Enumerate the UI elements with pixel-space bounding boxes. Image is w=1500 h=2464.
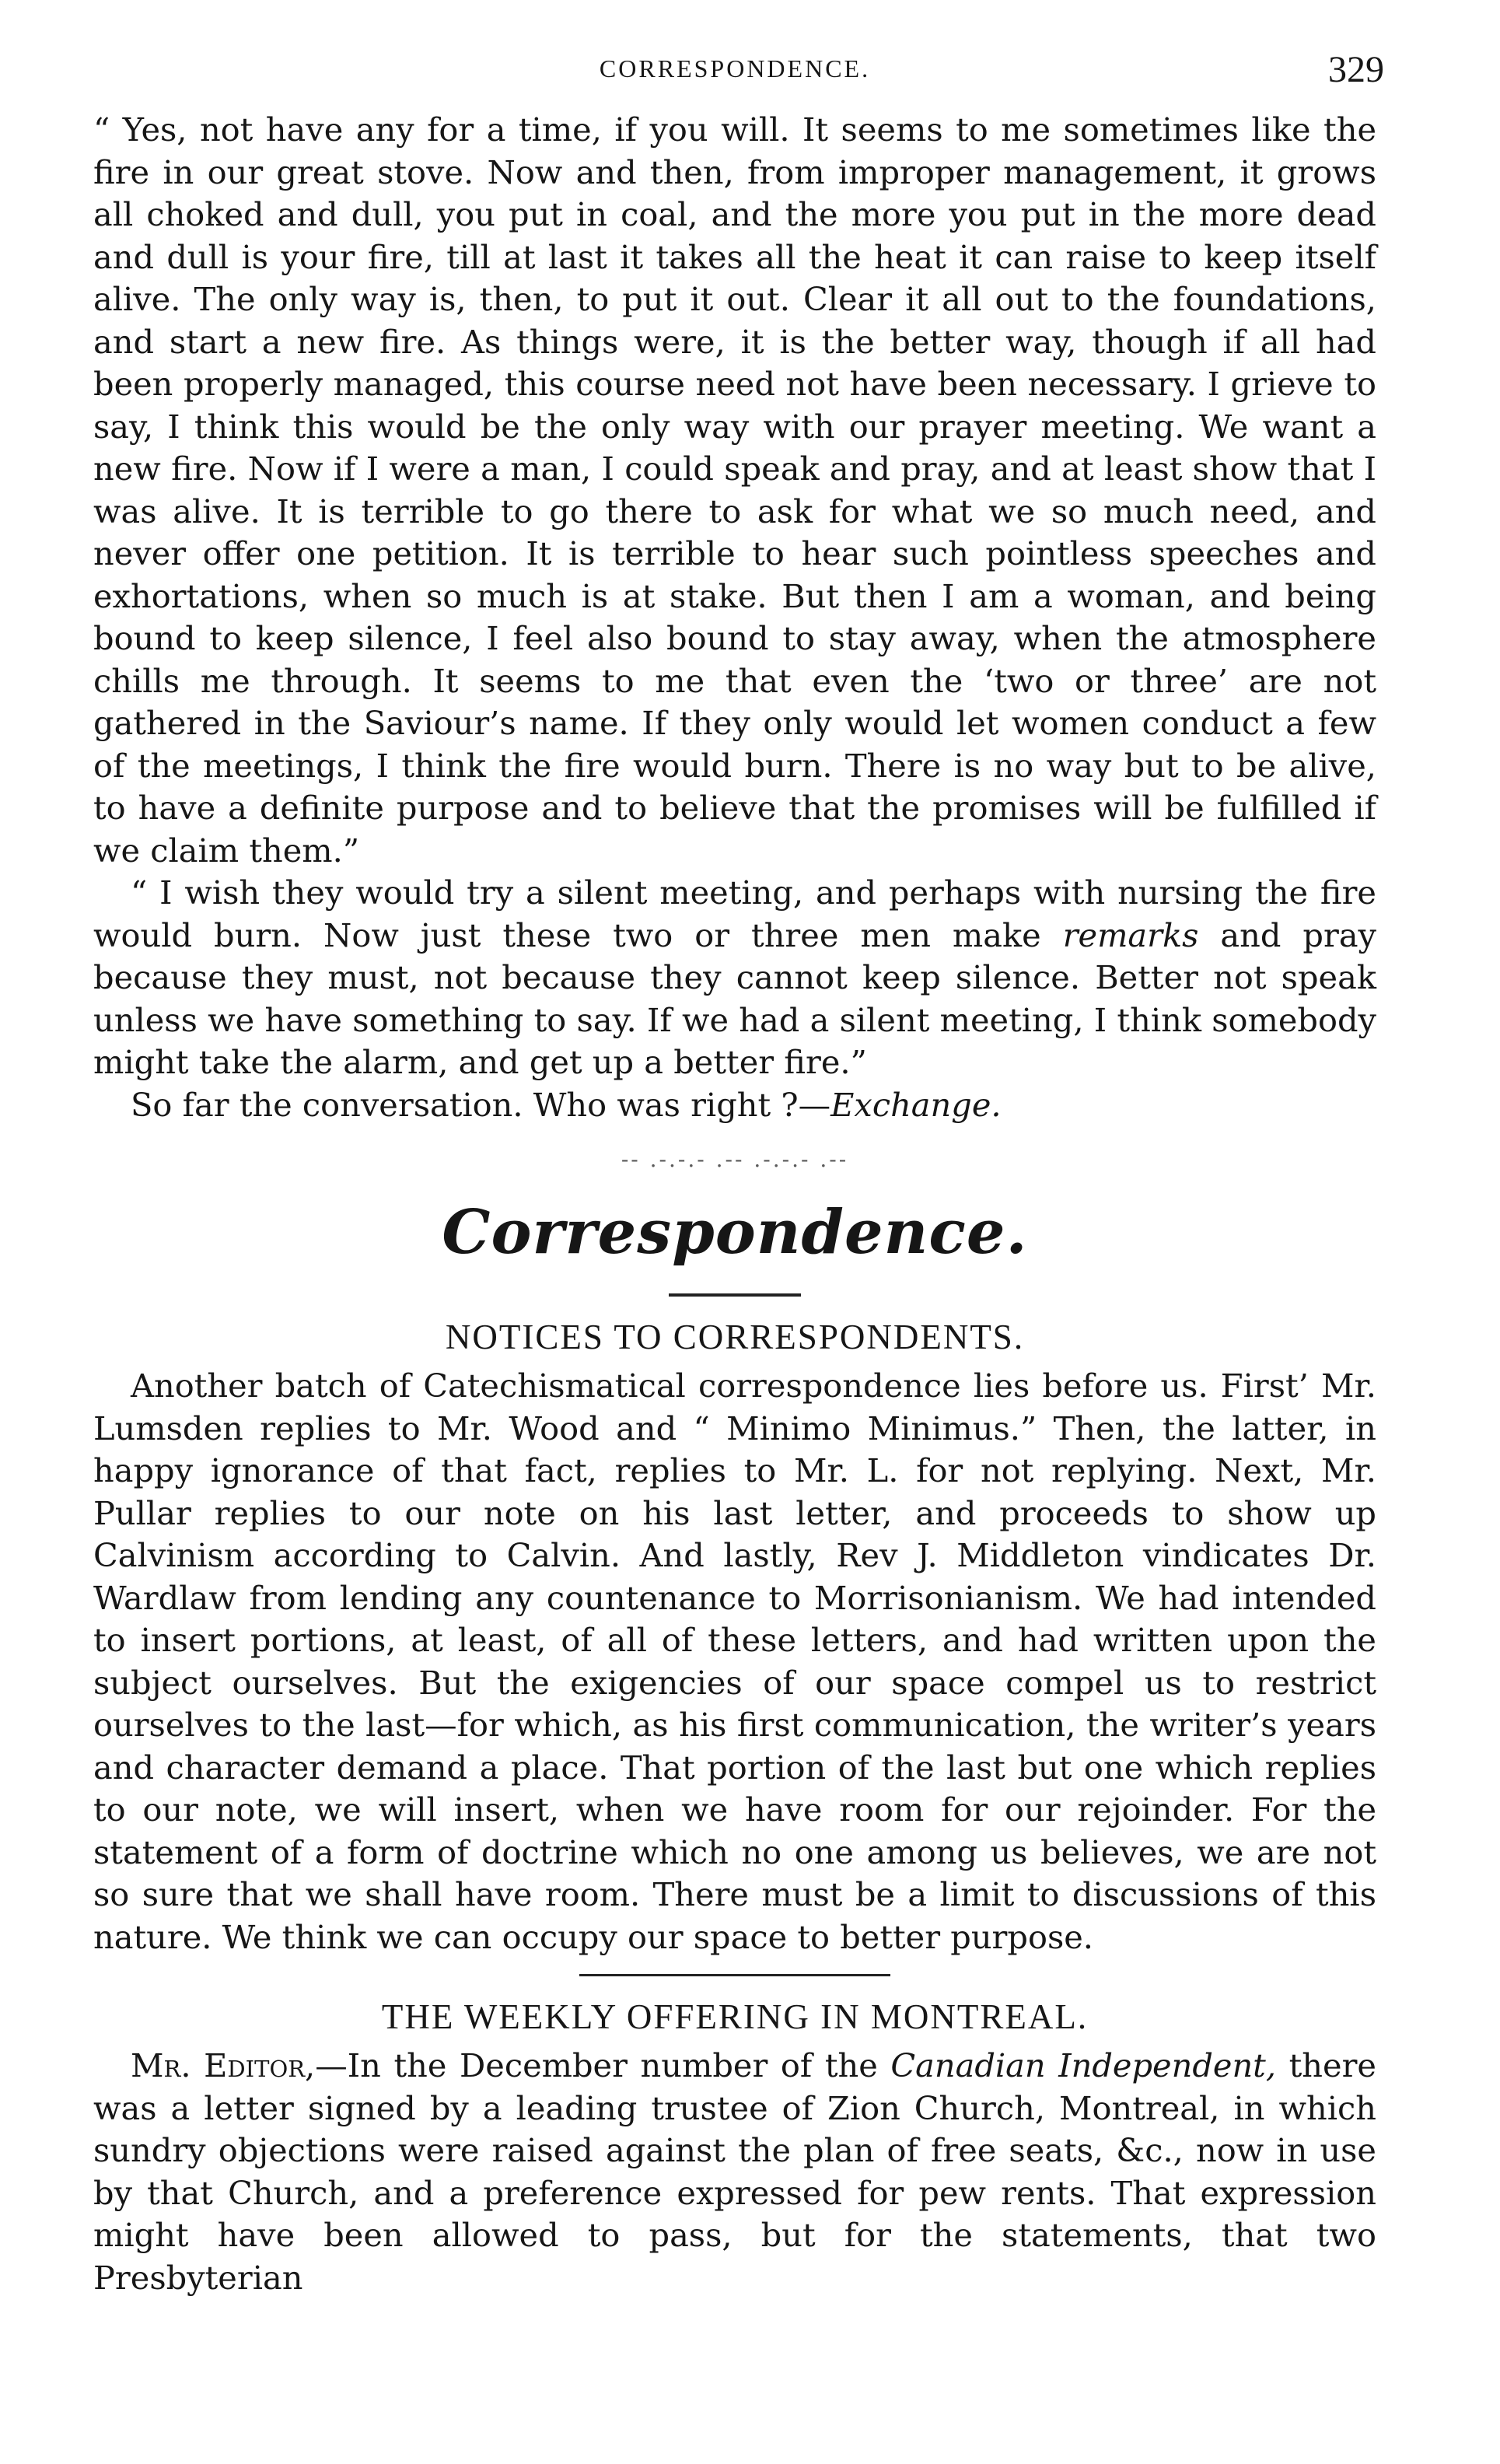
article-paragraph-2-emphasis: remarks [1062,915,1199,954]
article-paragraph-3-text: So far the conversation. Who was right ?— [131,1085,831,1124]
weekly-offering-text-a: —In the December number of the [315,2046,891,2084]
article-paragraph-1: “ Yes, not have any for a time, if you will. It seems to me sometimes like the fire in our great stove. Now and then, from improper management, it grows all choked and dull, you put in coal, and the more you put in the more dead and dull is your fire, till at last it takes all the heat it can raise to keep itself alive. The only way is, then, to put it out. Clear it all out to the foundations, and start a new fire. As things were, it is the better way, though if all had been properly managed, this course need not have been necessary. I grieve to say, I think this would be the only way with our prayer meeting. We want a new fire. Now if I were a man, I could speak and pray, and at least show that I was alive. It is terrible to go there to ask for what we so much need, and never offer one petition. It is terrible to hear such pointless speeches and exhortations, when so much is at stake. But then I am a woman, and being bound to keep silence, I feel also bound to stay away, when the atmosphere chills me through. It seems to me that even the ‘two or three’ are not gathered in the Saviour’s name. If they only would let women conduct a few of the meetings, I think the fire would burn. There is no way but to be alive, to have a definite purpose and to believe that the promises will be fulfilled if we claim them.” [93,110,1376,870]
salutation: Mr. Editor, [131,2046,316,2084]
publication-name: Canadian Independent, [890,2046,1277,2084]
article-paragraph-2-text-a: “ I wish they would try a silent meeting, and perhaps with nursing the fire would burn. Now just these two or three men make [93,873,1376,954]
notices-rule [579,1974,890,1976]
notices-body: Another batch of Catechismatical correspondence lies before us. First’ Mr. Lumsden replies to Mr. Wood and “ Minimo Minimus.” Then, the latter, in happy ignorance of that fact, replies to Mr. L. for not replying. Next, Mr. Pullar replies to our note on his last letter, and proceeds to show up Calvinism according to Calvin. And lastly, Rev J. Middleton vindicates Dr. Wardlaw from lending any countenance to Morrisonianism. We had intended to insert portions, at least, of all of these letters, and had written upon the subject ourselves. But the exigencies of our space compel us to restrict ourselves to the last—for which, as his first communication, the writer’s years and character demand a place. That portion of the last but one which replies to our note, we will insert, when we have room for our rejoinder. For the statement of a form of doctrine which no one among us believes, we are not so sure that we shall have room. There must be a limit to discussions of this nature. We think we can occupy our space to better purpose. [93,1367,1376,1956]
ornament-divider: -- .-.-.- .-- .-.-.- .-- [621,1146,849,1172]
weekly-offering-body [93,2045,1376,2299]
running-head [93,49,1384,109]
weekly-offering-heading: THE WEEKLY OFFERING IN MONTREAL. [381,1997,1089,2036]
weekly-offering-text-b: there was a letter signed by a leading trustee of Zion Church, Montreal, in which sundry objections were raised against the plan of free seats, &c., now in use by that Church, and a preference expressed for pew rents. That expression might have been allowed to pass, but for the statements, that two Presbyterian [93,2046,1376,2297]
notices-section [93,1315,1376,1958]
notices-heading: NOTICES TO CORRESPONDENTS. [445,1318,1025,1356]
page [93,49,1384,2299]
weekly-offering-section [93,1995,1376,2299]
running-title: CORRESPONDENCE. [599,54,871,82]
page-number: 329 [1328,49,1384,90]
section-rule [669,1293,801,1297]
article-continuation [93,109,1376,1126]
article-source: Exchange. [830,1085,1002,1124]
article-paragraph-3 [93,1084,1376,1127]
article-paragraph-2 [93,872,1376,1084]
article-paragraph-2-text-b: and pray because they must, not because they cannot keep silence. Better not speak unless we have something to say. If we had a silent meeting, I think somebody might take the alarm, and get up a better fire.” [93,915,1377,1081]
section-title: Correspondence. [442,1197,1028,1268]
